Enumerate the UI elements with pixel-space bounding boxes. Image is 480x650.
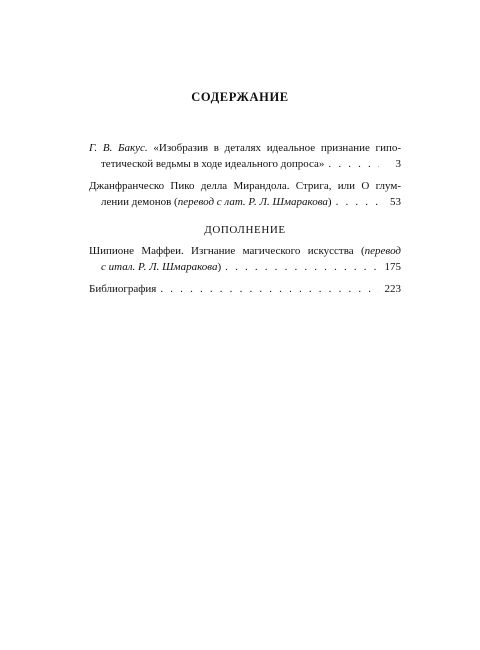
toc-entry-text: ) <box>327 196 332 208</box>
toc-entry-translator: перевод <box>364 245 401 257</box>
toc-entry-title: «Изобразив в деталях идеальное признание гипо- <box>153 142 401 154</box>
toc-entry-title-cont: тетической ведьмы в ходе идеального допроса» <box>101 158 325 170</box>
dot-leader <box>160 281 379 297</box>
toc-entry-page: 53 <box>390 196 401 208</box>
toc-entry-line <box>89 156 401 172</box>
dot-leader <box>328 156 379 172</box>
toc-entry-bibliography[interactable] <box>89 281 401 297</box>
dot-leader <box>336 194 379 210</box>
toc-entry-translator: с итал. Р. Л. Шмаракова <box>101 261 218 273</box>
page-title: СОДЕРЖАНИЕ <box>191 90 289 104</box>
toc-entry-title: Библиография <box>89 283 157 295</box>
toc-entry-page: 3 <box>395 158 401 170</box>
toc-entry-line <box>89 140 401 156</box>
toc-entry-page: 223 <box>384 283 401 295</box>
toc-entry-line <box>89 243 401 259</box>
dot-leader <box>225 259 379 275</box>
section-heading: ДОПОЛНЕНИЕ <box>204 224 286 236</box>
toc-entry-text: лении демонов ( <box>101 196 178 208</box>
toc-entry-title-cont <box>101 194 332 210</box>
toc-entry-page: 175 <box>384 261 401 273</box>
toc-entry-maffei[interactable] <box>89 243 401 275</box>
toc-entry-text: Шипионе Маффеи. Изгнание магического искусства ( <box>89 245 365 257</box>
toc-entry-pico[interactable] <box>89 178 401 210</box>
toc-entry-line <box>89 259 401 275</box>
toc-entry-text: ) <box>217 261 222 273</box>
toc-entry-title-cont <box>101 259 221 275</box>
toc-entry-author: Г. В. Бакус. <box>89 142 148 154</box>
toc-entry-bakus[interactable] <box>89 140 401 172</box>
toc-entry-translator: перевод с лат. Р. Л. Шмаракова <box>177 196 328 208</box>
toc-entry-line <box>89 194 401 210</box>
table-of-contents <box>89 140 401 297</box>
toc-entry-line: Джанфранческо Пико делла Мирандола. Стрига, или О глум- <box>89 180 401 192</box>
